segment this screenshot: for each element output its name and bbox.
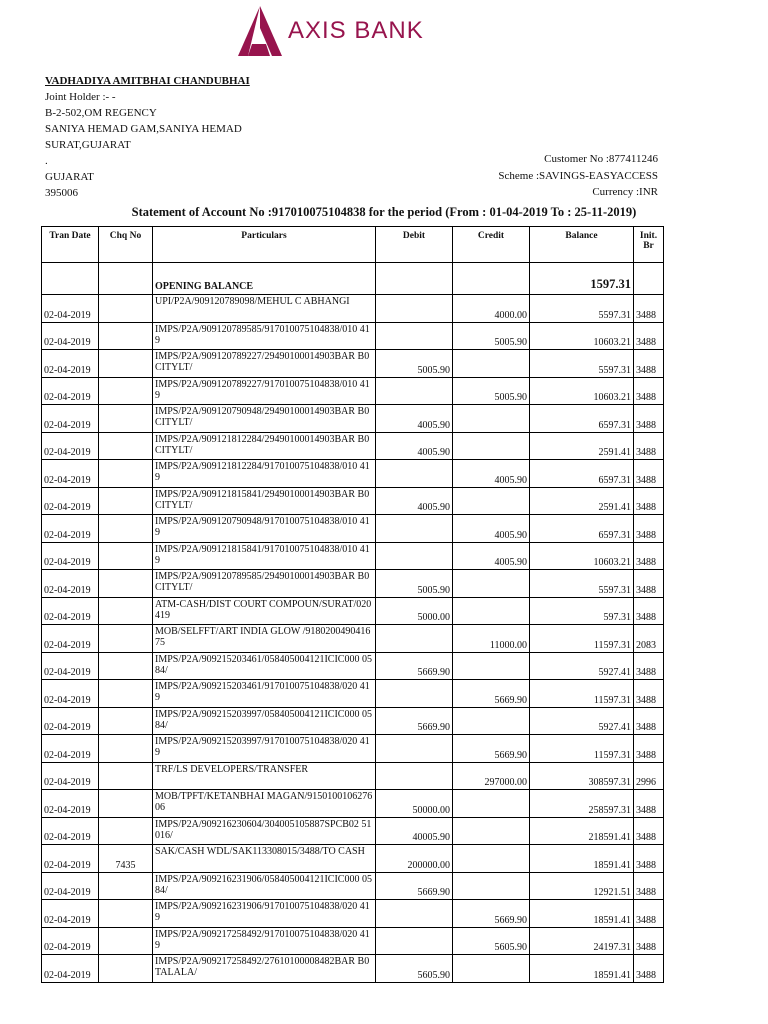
cell-credit: 5669.90 (453, 680, 530, 708)
cell-debit (376, 295, 453, 323)
cell-balance: 2591.41 (530, 432, 634, 460)
cell-debit: 50000.00 (376, 790, 453, 818)
cell-init-br: 3488 (634, 350, 664, 378)
cell-credit: 297000.00 (453, 762, 530, 790)
header-debit: Debit (376, 227, 453, 263)
cell-particulars: TRF/LS DEVELOPERS/TRANSFER (153, 762, 376, 790)
cell-chq-no (99, 707, 153, 735)
cell-credit: 5669.90 (453, 735, 530, 763)
cell-chq-no (99, 350, 153, 378)
table-row (42, 625, 664, 653)
cell-particulars: IMPS/P2A/909215203997/917010075104838/020 419 (153, 735, 376, 763)
cell-init-br: 3488 (634, 487, 664, 515)
header-chq-no: Chq No (99, 227, 153, 263)
table-row (42, 377, 664, 405)
cell-init-br: 3488 (634, 377, 664, 405)
cell-init-br: 3488 (634, 707, 664, 735)
cell-particulars: IMPS/P2A/909120789585/917010075104838/010 419 (153, 322, 376, 350)
cell-particulars: IMPS/P2A/909215203997/058405004121ICIC000 0584/ (153, 707, 376, 735)
header-tran-date: Tran Date (42, 227, 99, 263)
cell-particulars: IMPS/P2A/909120790948/29490100014903BAR B0CITYLT/ (153, 405, 376, 433)
cell-debit: 200000.00 (376, 845, 453, 873)
cell-init-br: 3488 (634, 817, 664, 845)
table-row (42, 295, 664, 323)
address-line-2: SANIYA HEMAD GAM,SANIYA HEMAD (45, 123, 242, 135)
cell-date: 02-04-2019 (42, 542, 99, 570)
cell-balance: 10603.21 (530, 322, 634, 350)
table-cell (453, 263, 530, 295)
table-row (42, 652, 664, 680)
cell-debit (376, 542, 453, 570)
cell-debit (376, 900, 453, 928)
cell-chq-no (99, 955, 153, 983)
cell-balance: 11597.31 (530, 625, 634, 653)
cell-debit (376, 735, 453, 763)
table-cell (376, 263, 453, 295)
cell-particulars: MOB/SELFFT/ART INDIA GLOW /918020049041675 (153, 625, 376, 653)
cell-date: 02-04-2019 (42, 350, 99, 378)
cell-init-br: 3488 (634, 570, 664, 598)
cell-date: 02-04-2019 (42, 955, 99, 983)
cell-credit: 5605.90 (453, 927, 530, 955)
cell-date: 02-04-2019 (42, 652, 99, 680)
cell-debit: 5005.90 (376, 570, 453, 598)
cell-chq-no (99, 515, 153, 543)
table-row (42, 900, 664, 928)
cell-date: 02-04-2019 (42, 432, 99, 460)
address-line-3: SURAT,GUJARAT (45, 139, 131, 151)
table-row (42, 405, 664, 433)
cell-date: 02-04-2019 (42, 405, 99, 433)
table-row (42, 432, 664, 460)
cell-debit (376, 515, 453, 543)
cell-debit (376, 762, 453, 790)
cell-balance: 12921.51 (530, 872, 634, 900)
cell-credit: 4000.00 (453, 295, 530, 323)
cell-credit (453, 350, 530, 378)
cell-particulars: IMPS/P2A/909215203461/058405004121ICIC000 0584/ (153, 652, 376, 680)
opening-balance-row (42, 263, 664, 295)
table-row (42, 872, 664, 900)
table-row (42, 707, 664, 735)
cell-chq-no (99, 487, 153, 515)
cell-init-br: 3488 (634, 872, 664, 900)
cell-balance: 308597.31 (530, 762, 634, 790)
cell-particulars: IMPS/P2A/909121812284/29490100014903BAR B0CITYLT/ (153, 432, 376, 460)
table-header-row (42, 227, 664, 263)
cell-chq-no (99, 900, 153, 928)
joint-holder: Joint Holder :- - (45, 91, 116, 103)
cell-particulars: IMPS/P2A/909217258492/27610100008482BAR B0TALALA/ (153, 955, 376, 983)
cell-balance: 18591.41 (530, 955, 634, 983)
address-line-1: B-2-502,OM REGENCY (45, 107, 157, 119)
table-row (42, 955, 664, 983)
cell-credit: 4005.90 (453, 460, 530, 488)
cell-debit: 4005.90 (376, 405, 453, 433)
table-row (42, 542, 664, 570)
account-info-block (498, 151, 658, 201)
cell-credit (453, 405, 530, 433)
cell-credit: 11000.00 (453, 625, 530, 653)
cell-init-br: 3488 (634, 515, 664, 543)
cell-particulars: SAK/CASH WDL/SAK113308015/3488/TO CASH (153, 845, 376, 873)
header-particulars: Particulars (153, 227, 376, 263)
cell-particulars: IMPS/P2A/909217258492/917010075104838/020 419 (153, 927, 376, 955)
cell-chq-no (99, 652, 153, 680)
table-row (42, 487, 664, 515)
currency: Currency :INR (592, 186, 658, 198)
cell-balance: 10603.21 (530, 377, 634, 405)
cell-init-br: 3488 (634, 542, 664, 570)
account-holder-block (45, 73, 250, 201)
cell-date: 02-04-2019 (42, 515, 99, 543)
cell-balance: 18591.41 (530, 900, 634, 928)
cell-particulars: ATM-CASH/DIST COURT COMPOUN/SURAT/020419 (153, 597, 376, 625)
cell-init-br: 3488 (634, 405, 664, 433)
cell-date: 02-04-2019 (42, 487, 99, 515)
cell-debit: 40005.90 (376, 817, 453, 845)
cell-balance: 258597.31 (530, 790, 634, 818)
address-line-6: 395006 (45, 187, 78, 199)
cell-balance: 597.31 (530, 597, 634, 625)
cell-balance: 24197.31 (530, 927, 634, 955)
cell-debit: 5669.90 (376, 707, 453, 735)
cell-balance: 218591.41 (530, 817, 634, 845)
cell-balance: 5597.31 (530, 295, 634, 323)
table-row (42, 817, 664, 845)
cell-debit (376, 680, 453, 708)
cell-credit (453, 845, 530, 873)
cell-date: 02-04-2019 (42, 625, 99, 653)
cell-date: 02-04-2019 (42, 597, 99, 625)
cell-date: 02-04-2019 (42, 680, 99, 708)
cell-balance: 11597.31 (530, 735, 634, 763)
cell-particulars: IMPS/P2A/909216230604/304005105887SPCB02 51016/ (153, 817, 376, 845)
table-row (42, 570, 664, 598)
cell-chq-no (99, 322, 153, 350)
cell-credit: 4005.90 (453, 515, 530, 543)
cell-balance: 10603.21 (530, 542, 634, 570)
customer-number: Customer No :877411246 (544, 153, 658, 165)
cell-credit (453, 570, 530, 598)
cell-chq-no (99, 790, 153, 818)
cell-init-br: 3488 (634, 927, 664, 955)
cell-date: 02-04-2019 (42, 817, 99, 845)
cell-debit: 5669.90 (376, 872, 453, 900)
cell-particulars: IMPS/P2A/909216231906/917010075104838/020 419 (153, 900, 376, 928)
table-row (42, 350, 664, 378)
cell-debit: 5000.00 (376, 597, 453, 625)
cell-balance: 2591.41 (530, 487, 634, 515)
table-cell (634, 263, 664, 295)
cell-balance: 5597.31 (530, 570, 634, 598)
cell-credit (453, 707, 530, 735)
cell-balance: 6597.31 (530, 460, 634, 488)
table-row (42, 927, 664, 955)
scheme: Scheme :SAVINGS-EASYACCESS (498, 169, 658, 182)
cell-init-br: 3488 (634, 900, 664, 928)
header-balance: Balance (530, 227, 634, 263)
cell-particulars: IMPS/P2A/909120789227/29490100014903BAR B0CITYLT/ (153, 350, 376, 378)
cell-init-br: 2083 (634, 625, 664, 653)
table-cell (42, 263, 99, 295)
cell-credit: 5005.90 (453, 322, 530, 350)
cell-date: 02-04-2019 (42, 845, 99, 873)
cell-debit (376, 460, 453, 488)
statement-title: Statement of Account No :917010075104838 for the period (From : 01-04-2019 To : 25-11-2019) (131, 205, 637, 219)
cell-init-br: 3488 (634, 955, 664, 983)
cell-date: 02-04-2019 (42, 872, 99, 900)
cell-debit (376, 625, 453, 653)
cell-date: 02-04-2019 (42, 460, 99, 488)
table-row (42, 735, 664, 763)
cell-chq-no (99, 680, 153, 708)
cell-credit (453, 487, 530, 515)
cell-debit: 5605.90 (376, 955, 453, 983)
table-row (42, 680, 664, 708)
cell-chq-no (99, 460, 153, 488)
cell-particulars: IMPS/P2A/909121812284/917010075104838/010 419 (153, 460, 376, 488)
cell-debit (376, 927, 453, 955)
cell-balance: 6597.31 (530, 515, 634, 543)
table-row (42, 515, 664, 543)
cell-date: 02-04-2019 (42, 377, 99, 405)
table-row (42, 762, 664, 790)
holder-name: VADHADIYA AMITBHAI CHANDUBHAI (45, 75, 250, 87)
cell-chq-no (99, 817, 153, 845)
cell-init-br: 3488 (634, 845, 664, 873)
table-cell (99, 263, 153, 295)
cell-credit: 5005.90 (453, 377, 530, 405)
cell-balance: 6597.31 (530, 405, 634, 433)
cell-chq-no (99, 377, 153, 405)
cell-credit (453, 597, 530, 625)
cell-particulars: UPI/P2A/909120789098/MEHUL C ABHANGI (153, 295, 376, 323)
cell-credit (453, 790, 530, 818)
address-line-4: . (45, 155, 48, 167)
address-line-5: GUJARAT (45, 171, 94, 183)
table-row (42, 845, 664, 873)
cell-chq-no (99, 927, 153, 955)
opening-balance-label: OPENING BALANCE (153, 263, 376, 295)
table-row (42, 460, 664, 488)
cell-balance: 11597.31 (530, 680, 634, 708)
cell-chq-no (99, 542, 153, 570)
cell-particulars: MOB/TPFT/KETANBHAI MAGAN/915010010627606 (153, 790, 376, 818)
cell-init-br: 3488 (634, 295, 664, 323)
cell-debit (376, 322, 453, 350)
cell-particulars: IMPS/P2A/909121815841/917010075104838/010 419 (153, 542, 376, 570)
cell-debit: 5005.90 (376, 350, 453, 378)
cell-chq-no (99, 432, 153, 460)
cell-init-br: 3488 (634, 735, 664, 763)
cell-particulars: IMPS/P2A/909216231906/058405004121ICIC000 0584/ (153, 872, 376, 900)
cell-init-br: 3488 (634, 790, 664, 818)
cell-init-br: 2996 (634, 762, 664, 790)
header-credit: Credit (453, 227, 530, 263)
cell-particulars: IMPS/P2A/909121815841/29490100014903BAR B0CITYLT/ (153, 487, 376, 515)
cell-init-br: 3488 (634, 432, 664, 460)
cell-date: 02-04-2019 (42, 322, 99, 350)
axis-logo-icon (236, 4, 284, 58)
cell-balance: 5927.41 (530, 707, 634, 735)
table-row (42, 322, 664, 350)
cell-debit (376, 377, 453, 405)
cell-date: 02-04-2019 (42, 790, 99, 818)
cell-init-br: 3488 (634, 460, 664, 488)
cell-debit: 5669.90 (376, 652, 453, 680)
bank-name: AXIS BANK (288, 17, 424, 44)
transactions-table (41, 226, 664, 983)
cell-init-br: 3488 (634, 597, 664, 625)
cell-credit (453, 955, 530, 983)
cell-init-br: 3488 (634, 322, 664, 350)
cell-date: 02-04-2019 (42, 900, 99, 928)
cell-particulars: IMPS/P2A/909215203461/917010075104838/020 419 (153, 680, 376, 708)
cell-chq-no: 7435 (99, 845, 153, 873)
cell-debit: 4005.90 (376, 487, 453, 515)
cell-credit (453, 872, 530, 900)
cell-chq-no (99, 872, 153, 900)
cell-chq-no (99, 735, 153, 763)
cell-debit: 4005.90 (376, 432, 453, 460)
header-init-br: Init. Br (634, 227, 664, 263)
opening-balance-value: 1597.31 (530, 263, 634, 295)
cell-balance: 5927.41 (530, 652, 634, 680)
cell-date: 02-04-2019 (42, 927, 99, 955)
table-row (42, 597, 664, 625)
cell-date: 02-04-2019 (42, 707, 99, 735)
table-row (42, 790, 664, 818)
cell-credit: 4005.90 (453, 542, 530, 570)
cell-credit: 5669.90 (453, 900, 530, 928)
cell-balance: 5597.31 (530, 350, 634, 378)
cell-chq-no (99, 405, 153, 433)
cell-init-br: 3488 (634, 652, 664, 680)
cell-date: 02-04-2019 (42, 295, 99, 323)
cell-chq-no (99, 597, 153, 625)
cell-credit (453, 432, 530, 460)
cell-credit (453, 817, 530, 845)
bank-logo (236, 4, 456, 60)
cell-chq-no (99, 625, 153, 653)
cell-credit (453, 652, 530, 680)
cell-init-br: 3488 (634, 680, 664, 708)
cell-particulars: IMPS/P2A/909120789585/29490100014903BAR B0CITYLT/ (153, 570, 376, 598)
cell-balance: 18591.41 (530, 845, 634, 873)
cell-chq-no (99, 762, 153, 790)
cell-chq-no (99, 570, 153, 598)
cell-date: 02-04-2019 (42, 735, 99, 763)
cell-date: 02-04-2019 (42, 762, 99, 790)
cell-particulars: IMPS/P2A/909120789227/917010075104838/010 419 (153, 377, 376, 405)
cell-chq-no (99, 295, 153, 323)
cell-particulars: IMPS/P2A/909120790948/917010075104838/010 419 (153, 515, 376, 543)
cell-date: 02-04-2019 (42, 570, 99, 598)
